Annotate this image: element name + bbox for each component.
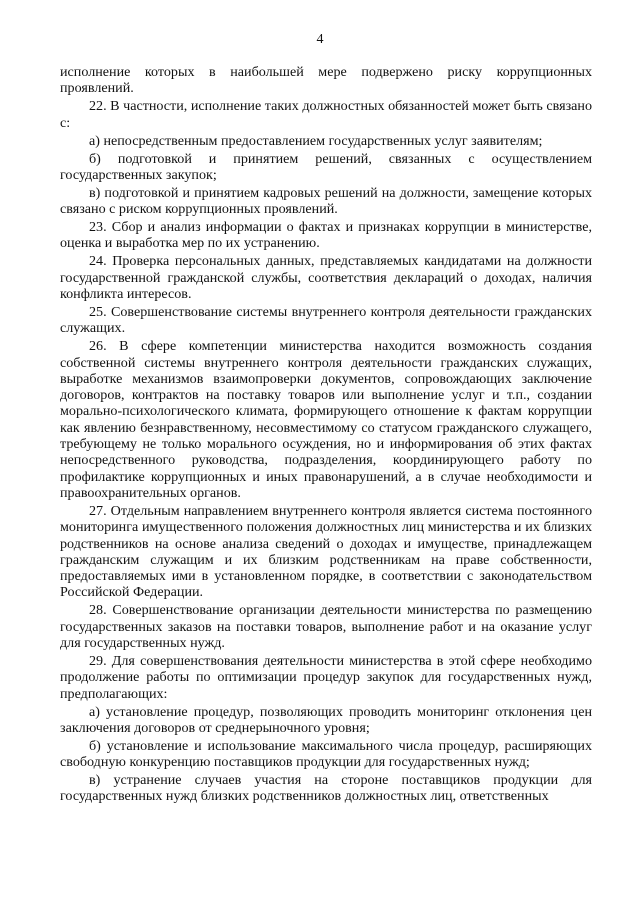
paragraph-22-b: б) подготовкой и принятием решений, связанных с осуществлением государственных закупок;: [60, 150, 592, 183]
paragraph-22-v: в) подготовкой и принятием кадровых решений на должности, замещение которых связано с риском коррупционных проявлений.: [60, 184, 592, 218]
paragraph-25: 25. Совершенствование системы внутреннего контроля деятельности гражданских служащих.: [60, 303, 592, 337]
paragraph-26: 26. В сфере компетенции министерства находится возможность создания собственной системы внутреннего контроля деятельности гражданских служащих, выработке механизмов взаимопроверки документов, сопровождающих заключение договоров, контрактов на поставку товаров или выполнение услуг и т.п., создании морально-психологического климата, формирующего отношение к фактам коррупции как явлению безнравственному, несовместимому со статусом гражданского служащего, требующему не только морального осуждения, но и информирования об этих фактах непосредственного руководства, подразделения, координирующего работу по профилактике коррупционных и иных правонарушений, а в случае необходимости и правоохранительных органов.: [60, 338, 592, 501]
paragraph-28: 28. Совершенствование организации деятельности министерства по размещению государственных заказов на поставки товаров, выполнение работ и на оказание услуг для государственных нужд.: [60, 602, 592, 651]
paragraph-continuation: исполнение которых в наибольшей мере подвержено риску коррупционных проявлений.: [60, 64, 592, 97]
paragraph-22-a: а) непосредственным предоставлением государственных услуг заявителям;: [89, 132, 543, 149]
page-body: [60, 64, 592, 806]
paragraph-24: 24. Проверка персональных данных, представляемых кандидатами на должности государственной гражданской службы, соответствия деклараций о доходах, наличия конфликта интересов.: [60, 253, 592, 302]
paragraph-29: 29. Для совершенствования деятельности министерства в этой сфере необходимо продолжение работы по оптимизации процедур закупок для государственных нужд, предполагающих:: [60, 652, 592, 702]
paragraph-29-b: б) установление и использование максимального числа процедур, расширяющих свободную конкуренцию поставщиков продукции для государственных нужд;: [60, 737, 592, 771]
paragraph-29-a: а) установление процедур, позволяющих проводить мониторинг отклонения цен заключения договоров от среднерыночного уровня;: [60, 703, 592, 736]
paragraph-29-v: в) устранение случаев участия на стороне поставщиков продукции для государственных нужд близких родственников должностных лиц, ответственных: [60, 772, 592, 805]
paragraph-22: 22. В частности, исполнение таких должностных обязанностей может быть связано с:: [60, 98, 592, 131]
paragraph-23: 23. Сбор и анализ информации о фактах и признаках коррупции в министерстве, оценка и выработка мер по их устранению.: [60, 219, 592, 252]
page-number: 4: [316, 32, 324, 47]
paragraph-27: 27. Отдельным направлением внутреннего контроля является система постоянного мониторинга имущественного положения должностных лиц министерства и их близких родственников на основе анализа сведений о доходах и имуществе, принадлежащем гражданским служащим и их близким родственникам на праве собственности, предоставляемых ими в установленном порядке, в соответствии с законодательством Российской Федерации.: [60, 502, 592, 601]
